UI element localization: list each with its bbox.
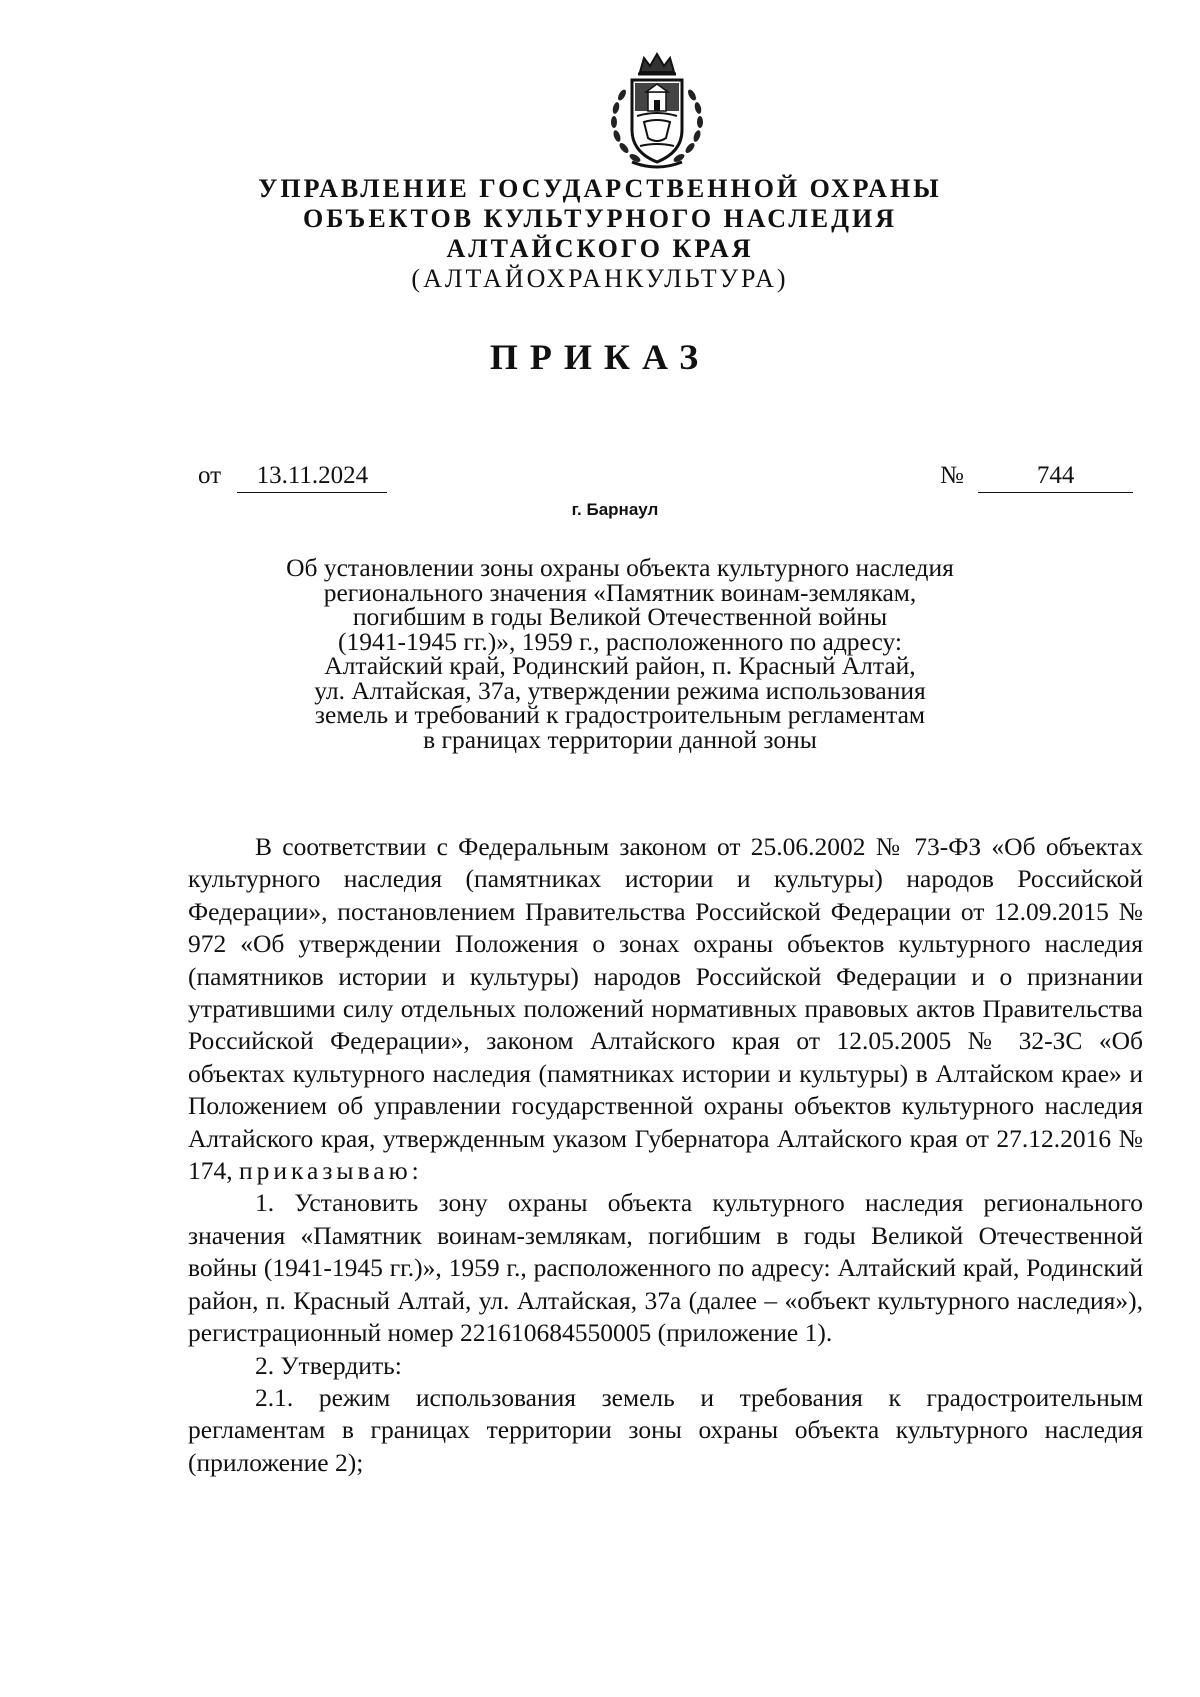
order-date-block xyxy=(198,462,387,493)
subject-line: Об установлении зоны охраны объекта культурного наследия xyxy=(286,553,954,582)
subject-line: регионального значения «Памятник воинам-землякам, xyxy=(323,577,917,607)
subject-line: (1941-1945 гг.)», 1959 г., расположенного по адресу: xyxy=(338,626,902,656)
subject-line: земель и требований к градостроительным регламентам xyxy=(314,700,926,729)
preamble-text: В соответствии с Федеральным законом от 25.06.2002 № 73-ФЗ «Об объектах культурного наследия (памятниках истории и культуры) народов Российской Федерации», постановлением Правительства Российской Федерации от 12.09.2015 № 972 «Об утверждении Положения о зонах охраны объектов культурного наследия (памятников истории и культуры) народов Российской Федерации и о признании утратившими силу отдельных положений нормативных правовых актов Правительства Российской Федерации», законом Алтайского края от 12.05.2005 № 32-ЗС «Об объектах культурного наследия (памятниках истории и культуры) в Алтайском крае» и Положением об управлении государственной охраны объектов культурного наследия Алтайского края, утвержденным указом Губернатора Алтайского края от 27.12.2016 № 174, xyxy=(188,832,1143,1186)
order-word: приказываю: xyxy=(239,1156,423,1186)
preamble-paragraph xyxy=(188,831,1143,1187)
city-label: г. Барнаул xyxy=(571,500,659,519)
subject-line: в границах территории данной зоны xyxy=(423,724,817,754)
subject-line: Алтайский край, Родинский район, п. Красный Алтай, xyxy=(324,651,916,680)
date-prefix: от xyxy=(198,462,222,489)
subject-line: погибшим в годы Великой Отечественной войны xyxy=(352,602,888,631)
order-item-2-1: 2.1. режим использования земель и требования к градостроительным регламентам в границах территории зоны охраны объекта культурного наследия (приложение 2); xyxy=(188,1382,1143,1477)
order-date: 13.11.2024 xyxy=(237,462,387,493)
agency-name-line-1: УПРАВЛЕНИЕ ГОСУДАРСТВЕННОЙ ОХРАНЫ xyxy=(258,174,942,203)
order-item-1: 1. Установить зону охраны объекта культурного наследия регионального значения «Памятник воинам-землякам, погибшим в годы Великой Отечественной войны (1941-1945 гг.)», 1959 г., расположенного по адресу: Алтайский край, Родинский район, п. Красный Алтай, ул. Алтайская, 37а (далее – «объект культурного наследия»), регистрационный номер 221610684550005 (приложение 1). xyxy=(188,1188,1143,1348)
agency-name-line-2: ОБЪЕКТОВ КУЛЬТУРНОГО НАСЛЕДИЯ xyxy=(303,204,897,233)
number-prefix: № xyxy=(940,462,964,489)
order-item-2: 2. Утвердить: xyxy=(255,1350,402,1380)
order-number-block xyxy=(940,462,1133,493)
order-subject xyxy=(250,553,990,754)
order-number: 744 xyxy=(978,462,1133,493)
order-body xyxy=(188,831,1143,1479)
agency-abbreviation: (АЛТАЙОХРАНКУЛЬТУРА) xyxy=(411,264,789,293)
coat-of-arms-icon xyxy=(602,50,712,175)
agency-name-line-3: АЛТАЙСКОГО КРАЯ xyxy=(446,234,754,263)
subject-line: ул. Алтайская, 37а, утверждении режима использования xyxy=(314,675,926,705)
document-type-title: ПРИКАЗ xyxy=(489,337,711,377)
